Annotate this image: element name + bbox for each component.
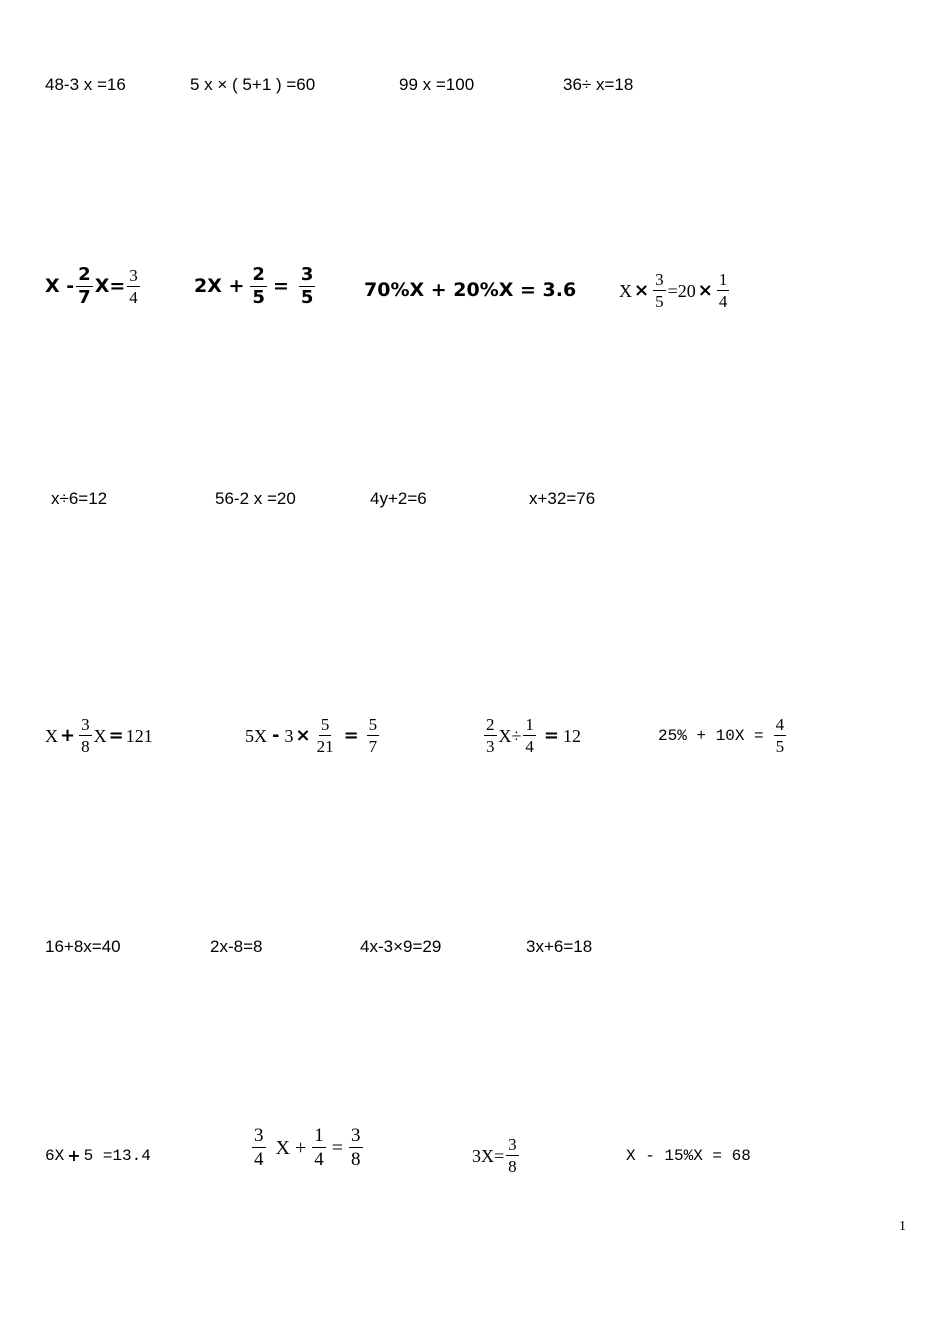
equation-4-2 — [245, 716, 381, 755]
numerator: 3 — [81, 715, 90, 734]
numerator: 3 — [129, 266, 138, 285]
fraction — [315, 716, 336, 755]
denominator: 8 — [81, 737, 90, 756]
numerator: 2 — [78, 264, 91, 285]
denominator: 3 — [486, 737, 495, 756]
fraction — [506, 1136, 519, 1175]
denominator: 4 — [129, 288, 138, 307]
denominator: 4 — [254, 1149, 264, 1170]
denominator: 21 — [316, 737, 334, 756]
page-number: 1 — [899, 1219, 906, 1234]
equation-1-3: 99 x =100 — [399, 75, 475, 94]
fraction — [349, 1126, 363, 1169]
numerator: 1 — [718, 270, 728, 289]
denominator: 5 — [775, 737, 785, 756]
fraction — [653, 271, 666, 310]
fraction — [299, 266, 316, 307]
numerator: 1 — [314, 1125, 324, 1146]
numerator: 3 — [300, 264, 314, 285]
equation-1-2: 5 x × ( 5+1 ) =60 — [190, 75, 316, 94]
expr-part: = — [272, 275, 289, 297]
fraction — [79, 716, 92, 755]
expr-part: X — [93, 725, 107, 746]
plus-symbol: + — [60, 724, 76, 746]
expr-part: =20 — [667, 280, 696, 301]
expr-part: 5 =13.4 — [83, 1147, 151, 1165]
expr-part: 3 — [284, 725, 294, 746]
equation-6-1 — [45, 1148, 151, 1164]
denominator: 4 — [525, 737, 534, 756]
minus-symbol: - — [272, 724, 280, 746]
equals-symbol: = — [108, 724, 124, 746]
equation-6-4: X - 15%X = 68 — [626, 1147, 751, 1165]
fraction — [312, 1126, 326, 1169]
numerator: 2 — [252, 264, 265, 285]
numerator: 3 — [508, 1135, 517, 1154]
equation-6-2 — [250, 1126, 365, 1169]
expr-part: X - — [45, 275, 75, 297]
equation-4-4 — [658, 716, 788, 755]
times-symbol: × — [295, 724, 311, 746]
equation-6-3 — [472, 1136, 521, 1175]
equation-5-3: 4x-3×9=29 — [360, 937, 442, 956]
equation-3-3: 4y+2=6 — [370, 489, 427, 508]
equals-symbol: = — [331, 1136, 344, 1159]
denominator: 7 — [368, 737, 378, 756]
fraction — [717, 271, 730, 310]
equation-2-1 — [45, 266, 142, 307]
equation-2-4 — [619, 271, 731, 310]
fraction — [127, 267, 140, 306]
fraction — [76, 266, 93, 307]
denominator: 7 — [78, 287, 91, 308]
fraction — [523, 716, 536, 755]
denominator: 8 — [508, 1157, 517, 1176]
expr-part: 6X — [45, 1147, 65, 1165]
equation-2-3: 70%X + 20%X = 3.6 — [364, 279, 577, 301]
numerator: 4 — [775, 715, 785, 734]
equals-symbol: = — [543, 724, 559, 746]
expr-part: 121 — [125, 725, 153, 746]
expr-part: 12 — [562, 725, 581, 746]
numerator: 1 — [525, 715, 534, 734]
denominator: 5 — [655, 292, 664, 311]
expr-part: X — [619, 280, 632, 301]
equation-3-1: x÷6=12 — [51, 489, 108, 508]
denominator: 4 — [718, 292, 728, 311]
denominator: 5 — [300, 287, 314, 308]
equation-4-1 — [45, 716, 153, 755]
fraction — [250, 266, 267, 307]
plus-symbol: + — [67, 1146, 81, 1165]
numerator: 5 — [368, 715, 378, 734]
fraction — [367, 716, 380, 755]
fraction — [484, 716, 497, 755]
times-symbol: × — [634, 279, 650, 301]
numerator: 3 — [655, 270, 664, 289]
expr-part: 25% + 10X = — [658, 726, 764, 745]
fraction — [774, 716, 787, 755]
expr-part: X= — [94, 275, 126, 297]
numerator: 2 — [486, 715, 495, 734]
times-symbol: × — [697, 279, 713, 301]
numerator: 3 — [351, 1125, 361, 1146]
expr-part: X + — [275, 1136, 307, 1159]
equation-3-4: x+32=76 — [529, 489, 596, 508]
equation-5-1: 16+8x=40 — [45, 937, 121, 956]
equation-2-2 — [194, 266, 317, 307]
equation-4-3 — [482, 716, 581, 755]
expr-part: 3X= — [472, 1145, 505, 1166]
fraction — [252, 1126, 266, 1169]
denominator: 8 — [351, 1149, 361, 1170]
numerator: 3 — [254, 1125, 264, 1146]
expr-part: X — [45, 725, 58, 746]
equation-5-2: 2x-8=8 — [210, 937, 263, 956]
equation-1-1: 48-3 x =16 — [45, 75, 126, 94]
denominator: 5 — [252, 287, 265, 308]
equation-3-2: 56-2 x =20 — [215, 489, 296, 508]
expr-part: X÷ — [498, 725, 522, 746]
numerator: 5 — [320, 715, 330, 734]
equals-symbol: = — [343, 724, 359, 746]
expr-part: 5X — [245, 725, 267, 746]
equation-5-4: 3x+6=18 — [526, 937, 593, 956]
equation-1-4: 36÷ x=18 — [563, 75, 634, 94]
expr-part: 2X + — [194, 275, 245, 297]
denominator: 4 — [314, 1149, 324, 1170]
